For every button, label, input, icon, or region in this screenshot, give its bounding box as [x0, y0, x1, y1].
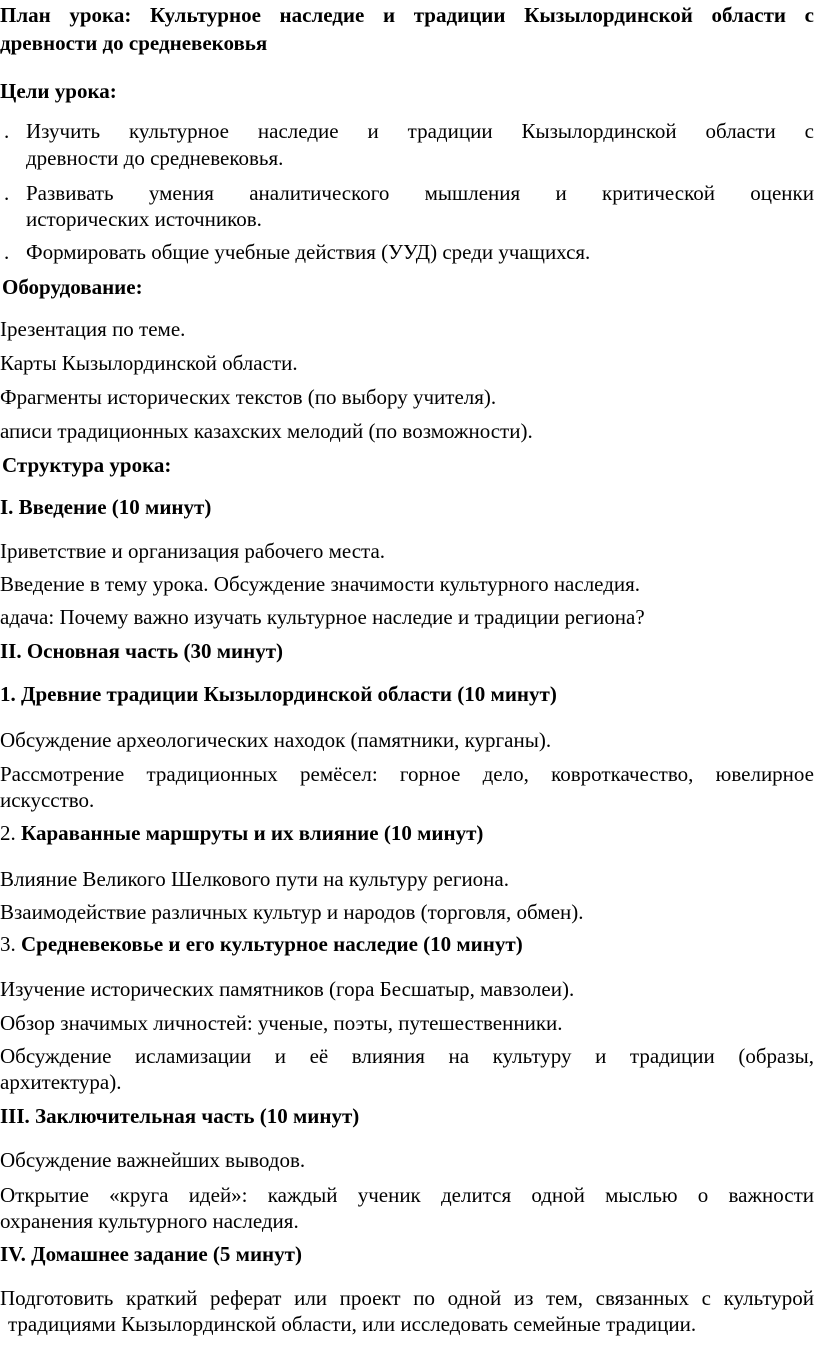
- main-sub1-item-2-line2: искусство.: [0, 788, 95, 812]
- equipment-heading: Оборудование:: [2, 275, 143, 299]
- main-sub2-number: 2.: [0, 821, 21, 845]
- goal-2-number: .: [4, 181, 10, 205]
- intro-item-3: адача: Почему важно изучать культурное наследие и традиции региона?: [0, 605, 645, 629]
- homework-line2: традициями Кызылординской области, или исследовать семейные традиции.: [8, 1312, 697, 1336]
- main-sub3-item-2: Обзор значимых личностей: ученые, поэты, путешественники.: [0, 1011, 563, 1035]
- equipment-item-2: Карты Кызылординской области.: [0, 351, 298, 375]
- conclusion-item-2-line2: охранения культурного наследия.: [0, 1209, 299, 1233]
- goal-2-line2: исторических источников.: [26, 207, 262, 231]
- homework-line1: Подготовить краткий реферат или проект по одной из тем, связанных с культурой: [0, 1286, 814, 1310]
- equipment-item-3: Фрагменты исторических текстов (по выбору учителя).: [0, 385, 497, 409]
- intro-item-2: Введение в тему урока. Обсуждение значимости культурного наследия.: [0, 572, 641, 596]
- main-sub1-item-2-line1: Рассмотрение традиционных ремёсел: горное дело, ковроткачество, ювелирное: [0, 762, 814, 786]
- main-sub2-heading: Караванные маршруты и их влияние (10 минут): [21, 821, 484, 845]
- main-sub3-item-3-line1: Обсуждение исламизации и её влияния на культуру и традиции (образы,: [0, 1044, 814, 1068]
- main-sub3-heading-row: [0, 931, 523, 957]
- intro-heading: I. Введение (10 минут): [0, 495, 212, 519]
- conclusion-item-1: Обсуждение важнейших выводов.: [0, 1148, 306, 1172]
- page-title-line2: древности до средневековья: [0, 31, 268, 55]
- main-heading: II. Основная часть (30 минут): [0, 639, 284, 663]
- equipment-item-4: аписи традиционных казахских мелодий (по возможности).: [0, 419, 533, 443]
- main-sub1-item-1: Обсуждение археологических находок (памятники, курганы).: [0, 728, 552, 752]
- homework-heading: IV. Домашнее задание (5 минут): [0, 1242, 302, 1266]
- conclusion-item-2-line1: Открытие «круга идей»: каждый ученик делится одной мыслью о важности: [0, 1183, 814, 1207]
- main-sub3-item-3-line2: архитектура).: [0, 1070, 122, 1094]
- main-sub2-heading-row: [0, 820, 483, 846]
- main-sub1-heading: 1. Древние традиции Кызылординской области (10 минут): [0, 682, 557, 706]
- goal-1-line2: древности до средневековья.: [26, 146, 284, 170]
- goal-1-line1: Изучить культурное наследие и традиции Кызылординской области с: [26, 119, 814, 143]
- goal-3-line1: Формировать общие учебные действия (УУД) среди учащихся.: [26, 240, 591, 264]
- main-sub2-item-1: Влияние Великого Шелкового пути на культуру региона.: [0, 867, 509, 891]
- intro-item-1: Іриветствие и организация рабочего места.: [0, 539, 386, 563]
- structure-heading: Структура урока:: [2, 453, 172, 477]
- goal-3-number: .: [4, 240, 10, 264]
- main-sub3-number: 3.: [0, 932, 21, 956]
- main-sub3-heading: Средневековье и его культурное наследие (10 минут): [21, 932, 523, 956]
- goals-heading: Цели урока:: [0, 79, 117, 103]
- goal-1-number: .: [4, 119, 10, 143]
- conclusion-heading: III. Заключительная часть (10 минут): [0, 1104, 360, 1128]
- main-sub3-item-1: Изучение исторических памятников (гора Бесшатыр, мавзолеи).: [0, 977, 575, 1001]
- equipment-item-1: Ірезентация по теме.: [0, 317, 186, 341]
- goal-2-line1: Развивать умения аналитического мышления и критической оценки: [26, 181, 814, 205]
- main-sub2-item-2: Взаимодействие различных культур и народов (торговля, обмен).: [0, 900, 584, 924]
- page-title-line1: План урока: Культурное наследие и традиции Кызылординской области с: [0, 3, 814, 27]
